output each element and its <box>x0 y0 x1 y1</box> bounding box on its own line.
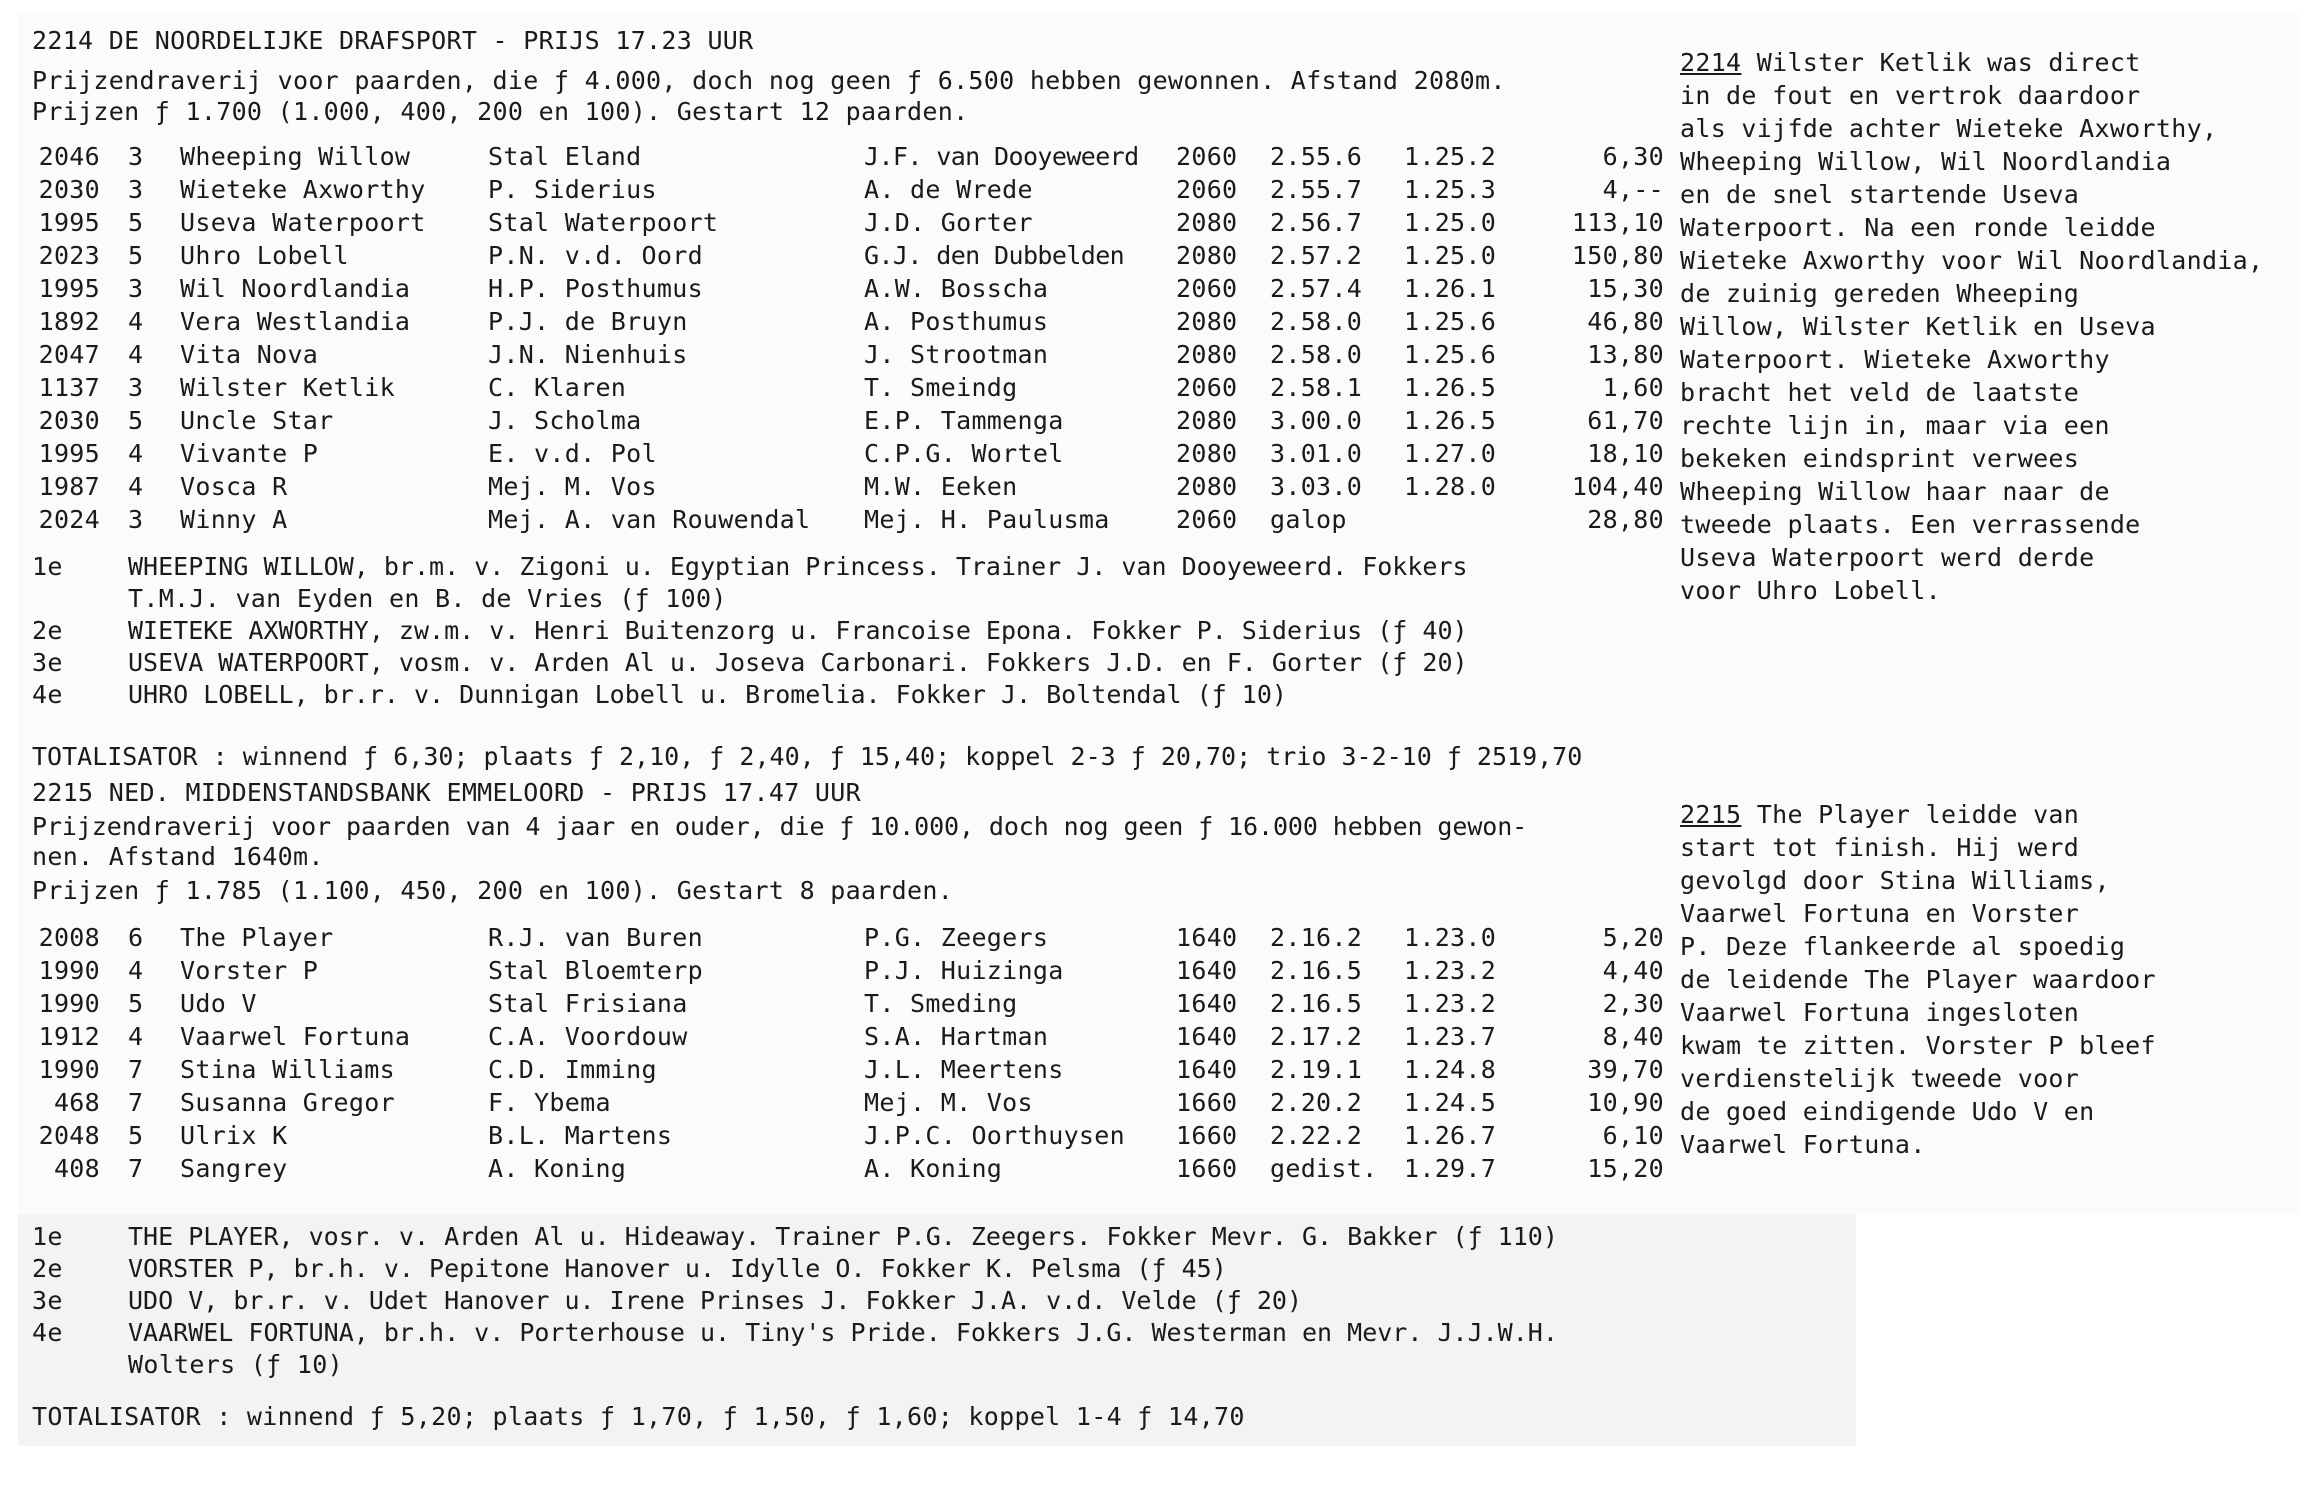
race2-placing-text: THE PLAYER, vosr. v. Arden Al u. Hideaway. Trainer P.G. Zeegers. Fokker Mevr. G. Bakker (ƒ 110) <box>128 1222 1558 1251</box>
race1-row-km: 1.28.0 <box>1404 472 1497 501</box>
race1-row-horse: Vosca R <box>180 472 288 501</box>
race1-row-driver: Mej. H. Paulusma <box>864 505 1110 534</box>
race2-row-dist: 1640 <box>1176 1022 1238 1051</box>
race2-row-age: 7 <box>128 1154 144 1183</box>
race2-row-age: 6 <box>128 923 144 952</box>
race1-row-horse: Wieteke Axworthy <box>180 175 426 204</box>
race2-row-time: 2.17.2 <box>1270 1022 1363 1051</box>
race1-header: 2214 DE NOORDELIJKE DRAFSPORT - PRIJS 17.23 UUR <box>32 26 754 55</box>
race2-row-age: 7 <box>128 1055 144 1084</box>
race2-row-owner: Stal Bloemterp <box>488 956 703 985</box>
race1-commentary-line: Wieteke Axworthy voor Wil Noordlandia, <box>1680 246 2264 275</box>
race1-row-time: 2.58.0 <box>1270 340 1363 369</box>
race2-commentary-line: de leidende The Player waardoor <box>1680 965 2156 994</box>
race1-row-driver: J.D. Gorter <box>864 208 1033 237</box>
race1-row-owner: Mej. A. van Rouwendal <box>488 505 811 534</box>
race2-conditions: Prijzendraverij voor paarden van 4 jaar en ouder, die ƒ 10.000, doch nog geen ƒ 16.000 hebben gewon- <box>32 812 1528 841</box>
race1-row-num: 1995 <box>38 274 100 303</box>
race1-row-age: 5 <box>128 241 144 270</box>
race1-row-age: 5 <box>128 406 144 435</box>
race2-row-age: 5 <box>128 989 144 1018</box>
race2-row-owner: C.D. Imming <box>488 1055 657 1084</box>
race2-row-dist: 1640 <box>1176 956 1238 985</box>
race1-row-num: 1987 <box>38 472 100 501</box>
race1-row-odds: 13,80 <box>1587 340 1664 369</box>
race2-row-age: 4 <box>128 956 144 985</box>
race1-placing-cont: T.M.J. van Eyden en B. de Vries (ƒ 100) <box>128 584 727 613</box>
race2-row-driver: T. Smeding <box>864 989 1018 1018</box>
race2-placing-rank: 1e <box>32 1222 63 1251</box>
race1-row-time: 3.00.0 <box>1270 406 1363 435</box>
race1-row-odds: 150,80 <box>1571 241 1664 270</box>
race2-row-age: 7 <box>128 1088 144 1117</box>
race1-row-time: 2.55.7 <box>1270 175 1363 204</box>
race2-commentary-text: The Player leidde van <box>1741 800 2080 829</box>
race2-row-num: 1990 <box>38 989 100 1018</box>
race1-commentary-number: 2214 <box>1680 48 1742 77</box>
race1-row-driver: A. de Wrede <box>864 175 1033 204</box>
race1-row-odds: 18,10 <box>1587 439 1664 468</box>
race1-row-owner: P.N. v.d. Oord <box>488 241 703 270</box>
race1-row-owner: J.N. Nienhuis <box>488 340 688 369</box>
race1-row-horse: Wheeping Willow <box>180 142 411 171</box>
race1-placing-rank: 1e <box>32 552 63 581</box>
race2-row-time: 2.16.5 <box>1270 989 1363 1018</box>
race2-row-num: 1990 <box>38 1055 100 1084</box>
race1-commentary-line: voor Uhro Lobell. <box>1680 576 1941 605</box>
race2-row-odds: 2,30 <box>1602 989 1664 1018</box>
race2-row-driver: P.J. Huizinga <box>864 956 1064 985</box>
race1-totalisator: TOTALISATOR : winnend ƒ 6,30; plaats ƒ 2,10, ƒ 2,40, ƒ 15,40; koppel 2-3 ƒ 20,70; trio 3-2-10 ƒ 2519,70 <box>32 742 1583 771</box>
race1-row-driver: E.P. Tammenga <box>864 406 1064 435</box>
race2-row-time: 2.16.2 <box>1270 923 1363 952</box>
race2-row-age: 4 <box>128 1022 144 1051</box>
race2-placing-rank: 4e <box>32 1318 63 1347</box>
race2-row-horse: Sangrey <box>180 1154 288 1183</box>
race1-row-time: 2.56.7 <box>1270 208 1363 237</box>
race2-row-owner: A. Koning <box>488 1154 627 1183</box>
race2-commentary-line: kwam te zitten. Vorster P bleef <box>1680 1031 2156 1060</box>
race1-row-dist: 2080 <box>1176 472 1238 501</box>
race1-row-dist: 2080 <box>1176 340 1238 369</box>
race1-commentary-line: bracht het veld de laatste <box>1680 378 2080 407</box>
race1-row-time: 2.57.4 <box>1270 274 1363 303</box>
race2-row-dist: 1660 <box>1176 1121 1238 1150</box>
race1-row-horse: Vivante P <box>180 439 319 468</box>
race2-row-time: 2.20.2 <box>1270 1088 1363 1117</box>
race2-row-num: 408 <box>53 1154 100 1183</box>
race2-row-horse: Vorster P <box>180 956 319 985</box>
race1-row-age: 5 <box>128 208 144 237</box>
race2-row-km: 1.29.7 <box>1404 1154 1497 1183</box>
race1-row-num: 2023 <box>38 241 100 270</box>
race2-commentary-line: Vaarwel Fortuna en Vorster <box>1680 899 2080 928</box>
race2-row-odds: 8,40 <box>1602 1022 1664 1051</box>
race1-row-time: 2.58.1 <box>1270 373 1363 402</box>
race1-commentary-line: de zuinig gereden Wheeping <box>1680 279 2080 308</box>
race1-row-odds: 46,80 <box>1587 307 1664 336</box>
race2-row-km: 1.24.8 <box>1404 1055 1497 1084</box>
race1-placing-rank: 4e <box>32 680 63 709</box>
race1-row-km: 1.27.0 <box>1404 439 1497 468</box>
race2-commentary-line: P. Deze flankeerde al spoedig <box>1680 932 2126 961</box>
race1-row-owner: H.P. Posthumus <box>488 274 703 303</box>
race2-row-num: 1990 <box>38 956 100 985</box>
race1-row-dist: 2080 <box>1176 307 1238 336</box>
race2-row-km: 1.23.7 <box>1404 1022 1497 1051</box>
race1-row-owner: Mej. M. Vos <box>488 472 657 501</box>
race1-placing-text: WIETEKE AXWORTHY, zw.m. v. Henri Buitenzorg u. Francoise Epona. Fokker P. Siderius (ƒ 40) <box>128 616 1468 645</box>
race1-row-driver: M.W. Eeken <box>864 472 1018 501</box>
race1-row-time: 2.57.2 <box>1270 241 1363 270</box>
race1-row-km: 1.25.2 <box>1404 142 1497 171</box>
race1-row-age: 3 <box>128 142 144 171</box>
race1-row-dist: 2060 <box>1176 274 1238 303</box>
race1-row-dist: 2060 <box>1176 505 1238 534</box>
race2-conditions-cont: nen. Afstand 1640m. <box>32 842 324 871</box>
race1-row-dist: 2080 <box>1176 241 1238 270</box>
race2-row-km: 1.23.2 <box>1404 956 1497 985</box>
race2-totalisator: TOTALISATOR : winnend ƒ 5,20; plaats ƒ 1,70, ƒ 1,50, ƒ 1,60; koppel 1-4 ƒ 14,70 <box>32 1402 1245 1431</box>
race1-row-owner: P.J. de Bruyn <box>488 307 688 336</box>
race1-row-driver: A.W. Bosscha <box>864 274 1049 303</box>
race2-row-driver: Mej. M. Vos <box>864 1088 1033 1117</box>
race1-row-dist: 2080 <box>1176 439 1238 468</box>
race2-row-odds: 39,70 <box>1587 1055 1664 1084</box>
race2-row-num: 468 <box>53 1088 100 1117</box>
race1-row-time: 2.58.0 <box>1270 307 1363 336</box>
race2-row-dist: 1660 <box>1176 1154 1238 1183</box>
race1-placing-text: USEVA WATERPOORT, vosm. v. Arden Al u. Joseva Carbonari. Fokkers J.D. en F. Gorter (ƒ 20) <box>128 648 1468 677</box>
race2-row-odds: 15,20 <box>1587 1154 1664 1183</box>
race1-row-owner: Stal Waterpoort <box>488 208 719 237</box>
race1-commentary-line: Useva Waterpoort werd derde <box>1680 543 2095 572</box>
race2-row-dist: 1640 <box>1176 923 1238 952</box>
race1-row-odds: 6,30 <box>1602 142 1664 171</box>
race1-row-time: 3.03.0 <box>1270 472 1363 501</box>
race1-row-horse: Useva Waterpoort <box>180 208 426 237</box>
race1-row-odds: 104,40 <box>1571 472 1664 501</box>
race1-row-odds: 1,60 <box>1602 373 1664 402</box>
race1-row-owner: C. Klaren <box>488 373 627 402</box>
race1-placing-rank: 2e <box>32 616 63 645</box>
race1-commentary-text: Wilster Ketlik was direct <box>1741 48 2141 77</box>
race1-row-km: 1.25.3 <box>1404 175 1497 204</box>
race2-row-driver: J.L. Meertens <box>864 1055 1064 1084</box>
race1-row-age: 3 <box>128 274 144 303</box>
race1-row-km: 1.25.6 <box>1404 340 1497 369</box>
race1-commentary-line: Willow, Wilster Ketlik en Useva <box>1680 312 2156 341</box>
race2-row-km: 1.23.0 <box>1404 923 1497 952</box>
race1-commentary-line: rechte lijn in, maar via een <box>1680 411 2110 440</box>
race1-row-km: 1.25.6 <box>1404 307 1497 336</box>
race2-placing-rank: 2e <box>32 1254 63 1283</box>
race2-row-km: 1.24.5 <box>1404 1088 1497 1117</box>
race1-commentary-line: Wheeping Willow haar naar de <box>1680 477 2110 506</box>
race2-placing-text: VORSTER P, br.h. v. Pepitone Hanover u. Idylle O. Fokker K. Pelsma (ƒ 45) <box>128 1254 1227 1283</box>
race2-commentary-line: Vaarwel Fortuna. <box>1680 1130 1926 1159</box>
race1-row-num: 2046 <box>38 142 100 171</box>
race1-row-owner: E. v.d. Pol <box>488 439 657 468</box>
race1-row-dist: 2060 <box>1176 175 1238 204</box>
race1-row-driver: G.J. den Dubbelden <box>864 241 1125 270</box>
race2-row-age: 5 <box>128 1121 144 1150</box>
race2-row-horse: Udo V <box>180 989 257 1018</box>
race1-row-horse: Winny A <box>180 505 288 534</box>
race2-row-horse: Ulrix K <box>180 1121 288 1150</box>
race1-row-horse: Uncle Star <box>180 406 334 435</box>
race2-row-horse: Vaarwel Fortuna <box>180 1022 411 1051</box>
race1-row-num: 1995 <box>38 208 100 237</box>
race2-commentary-line: start tot finish. Hij werd <box>1680 833 2080 862</box>
race2-commentary-line: verdienstelijk tweede voor <box>1680 1064 2080 1093</box>
race1-row-owner: Stal Eland <box>488 142 642 171</box>
race1-prizes: Prijzen ƒ 1.700 (1.000, 400, 200 en 100). Gestart 12 paarden. <box>32 97 969 126</box>
race1-commentary-line: in de fout en vertrok daardoor <box>1680 81 2141 110</box>
race1-row-time: galop <box>1270 505 1347 534</box>
race2-row-driver: A. Koning <box>864 1154 1003 1183</box>
race1-row-km: 1.26.5 <box>1404 373 1497 402</box>
race2-placing-text: UDO V, br.r. v. Udet Hanover u. Irene Prinses J. Fokker J.A. v.d. Velde (ƒ 20) <box>128 1286 1302 1315</box>
race1-row-dist: 2080 <box>1176 406 1238 435</box>
race2-row-driver: S.A. Hartman <box>864 1022 1049 1051</box>
race2-row-time: 2.16.5 <box>1270 956 1363 985</box>
race1-row-age: 4 <box>128 472 144 501</box>
race2-row-driver: P.G. Zeegers <box>864 923 1049 952</box>
race2-row-owner: B.L. Martens <box>488 1121 673 1150</box>
race1-row-dist: 2080 <box>1176 208 1238 237</box>
race1-row-dist: 2060 <box>1176 373 1238 402</box>
race2-commentary-line: Vaarwel Fortuna ingesloten <box>1680 998 2080 1027</box>
race2-row-dist: 1660 <box>1176 1088 1238 1117</box>
race2-row-owner: F. Ybema <box>488 1088 611 1117</box>
race1-row-km: 1.26.5 <box>1404 406 1497 435</box>
race1-row-odds: 61,70 <box>1587 406 1664 435</box>
race2-row-dist: 1640 <box>1176 989 1238 1018</box>
race1-placing-rank: 3e <box>32 648 63 677</box>
race1-row-odds: 113,10 <box>1571 208 1664 237</box>
race1-row-driver: J.F. van Dooyeweerd <box>864 142 1139 171</box>
race1-commentary-line: Waterpoort. Na een ronde leidde <box>1680 213 2156 242</box>
race1-row-horse: Wilster Ketlik <box>180 373 395 402</box>
race2-prizes: Prijzen ƒ 1.785 (1.100, 450, 200 en 100). Gestart 8 paarden. <box>32 876 954 905</box>
race2-row-odds: 10,90 <box>1587 1088 1664 1117</box>
race1-commentary-line <box>1680 48 2141 78</box>
race1-commentary-line: Wheeping Willow, Wil Noordlandia <box>1680 147 2172 176</box>
race2-placing-text: VAARWEL FORTUNA, br.h. v. Porterhouse u. Tiny's Pride. Fokkers J.G. Westerman en Mevr. J.J.W.H. <box>128 1318 1558 1347</box>
race1-row-num: 2030 <box>38 406 100 435</box>
race2-row-time: gedist. <box>1270 1154 1378 1183</box>
race2-row-horse: Susanna Gregor <box>180 1088 395 1117</box>
race2-commentary-line: gevolgd door Stina Williams, <box>1680 866 2110 895</box>
race2-header: 2215 NED. MIDDENSTANDSBANK EMMELOORD - PRIJS 17.47 UUR <box>32 778 861 807</box>
race1-row-num: 2047 <box>38 340 100 369</box>
race1-row-km: 1.25.0 <box>1404 241 1497 270</box>
race1-row-odds: 4,-- <box>1602 175 1664 204</box>
race1-row-age: 3 <box>128 373 144 402</box>
race1-row-num: 1137 <box>38 373 100 402</box>
race1-commentary-line: en de snel startende Useva <box>1680 180 2080 209</box>
race2-row-km: 1.26.7 <box>1404 1121 1497 1150</box>
race2-row-owner: C.A. Voordouw <box>488 1022 688 1051</box>
race1-row-driver: T. Smeindg <box>864 373 1018 402</box>
race1-row-odds: 15,30 <box>1587 274 1664 303</box>
race1-commentary-line: bekeken eindsprint verwees <box>1680 444 2080 473</box>
race1-row-time: 3.01.0 <box>1270 439 1363 468</box>
race2-row-driver: J.P.C. Oorthuysen <box>864 1121 1125 1150</box>
race1-row-time: 2.55.6 <box>1270 142 1363 171</box>
race1-row-age: 4 <box>128 439 144 468</box>
race1-row-horse: Uhro Lobell <box>180 241 349 270</box>
race2-row-dist: 1640 <box>1176 1055 1238 1084</box>
race1-row-km: 1.26.1 <box>1404 274 1497 303</box>
race2-row-time: 2.19.1 <box>1270 1055 1363 1084</box>
race1-row-num: 1892 <box>38 307 100 336</box>
race1-row-num: 2030 <box>38 175 100 204</box>
race1-row-owner: P. Siderius <box>488 175 657 204</box>
race2-commentary-line: de goed eindigende Udo V en <box>1680 1097 2095 1126</box>
race2-row-num: 2008 <box>38 923 100 952</box>
race1-row-age: 3 <box>128 505 144 534</box>
race1-placing-text: WHEEPING WILLOW, br.m. v. Zigoni u. Egyptian Princess. Trainer J. van Dooyeweerd. Fokkers <box>128 552 1468 581</box>
race1-placing-text: UHRO LOBELL, br.r. v. Dunnigan Lobell u. Bromelia. Fokker J. Boltendal (ƒ 10) <box>128 680 1287 709</box>
race1-row-driver: A. Posthumus <box>864 307 1049 336</box>
race2-row-odds: 5,20 <box>1602 923 1664 952</box>
race1-row-age: 4 <box>128 340 144 369</box>
race2-row-odds: 4,40 <box>1602 956 1664 985</box>
race2-placing-rank: 3e <box>32 1286 63 1315</box>
race2-row-horse: The Player <box>180 923 334 952</box>
race1-row-num: 1995 <box>38 439 100 468</box>
race1-row-driver: C.P.G. Wortel <box>864 439 1064 468</box>
race1-row-odds: 28,80 <box>1587 505 1664 534</box>
race1-row-owner: J. Scholma <box>488 406 642 435</box>
race2-row-owner: R.J. van Buren <box>488 923 703 952</box>
race2-row-time: 2.22.2 <box>1270 1121 1363 1150</box>
race2-row-horse: Stina Williams <box>180 1055 395 1084</box>
race1-row-horse: Vera Westlandia <box>180 307 411 336</box>
race1-commentary-line: Waterpoort. Wieteke Axworthy <box>1680 345 2110 374</box>
race1-row-km: 1.25.0 <box>1404 208 1497 237</box>
race1-row-age: 3 <box>128 175 144 204</box>
race1-row-horse: Wil Noordlandia <box>180 274 411 303</box>
race1-commentary-line: tweede plaats. Een verrassende <box>1680 510 2141 539</box>
race2-row-odds: 6,10 <box>1602 1121 1664 1150</box>
race2-row-owner: Stal Frisiana <box>488 989 688 1018</box>
race2-placing-cont: Wolters (ƒ 10) <box>128 1350 343 1379</box>
race1-row-driver: J. Strootman <box>864 340 1049 369</box>
race2-row-num: 1912 <box>38 1022 100 1051</box>
race2-commentary-line <box>1680 800 2079 830</box>
race2-row-km: 1.23.2 <box>1404 989 1497 1018</box>
race1-row-horse: Vita Nova <box>180 340 319 369</box>
race1-commentary-line: als vijfde achter Wieteke Axworthy, <box>1680 114 2218 143</box>
race1-row-age: 4 <box>128 307 144 336</box>
race1-row-num: 2024 <box>38 505 100 534</box>
race1-row-dist: 2060 <box>1176 142 1238 171</box>
race2-row-num: 2048 <box>38 1121 100 1150</box>
race2-commentary-number: 2215 <box>1680 800 1742 829</box>
race1-conditions: Prijzendraverij voor paarden, die ƒ 4.000, doch nog geen ƒ 6.500 hebben gewonnen. Afstand 2080m. <box>32 66 1506 95</box>
